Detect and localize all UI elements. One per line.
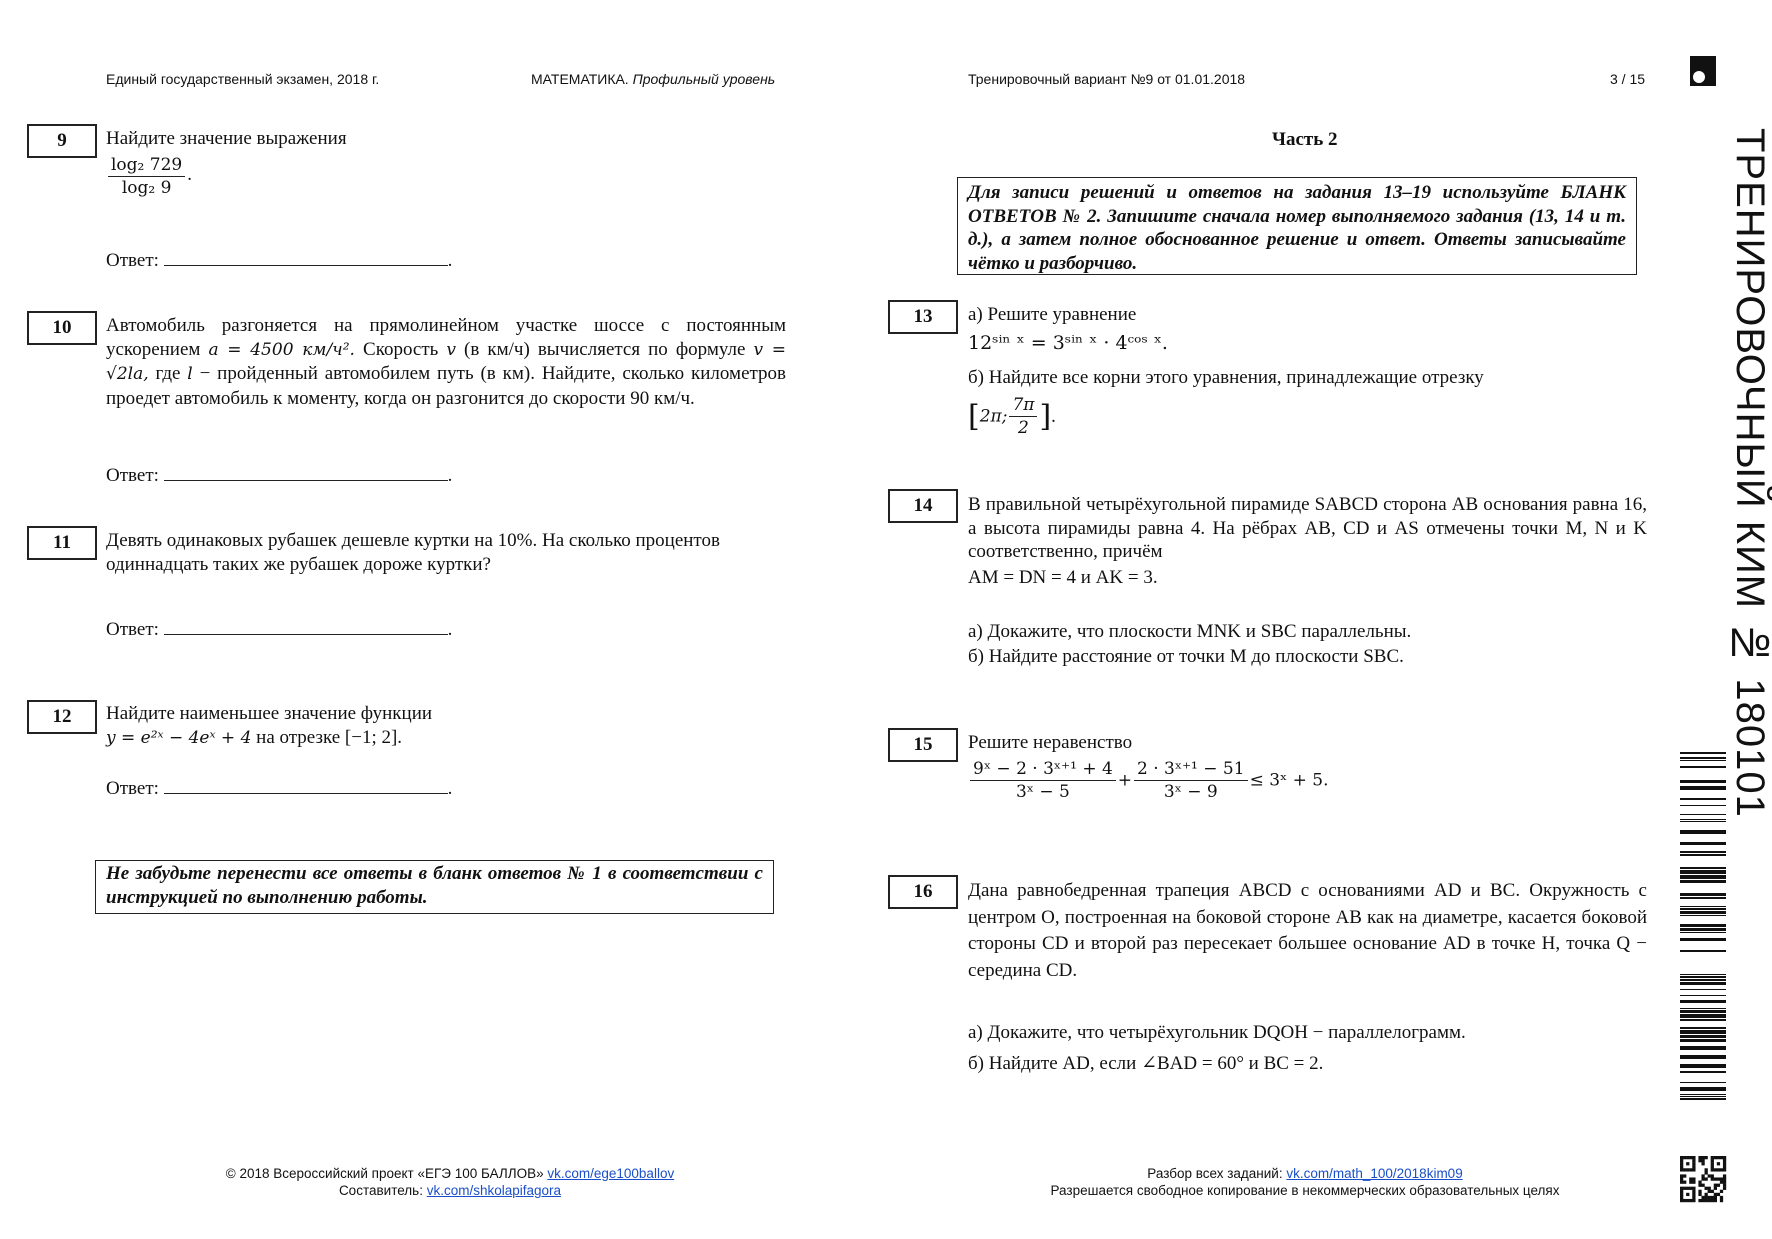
task-13-segment-denominator: 2 — [1018, 418, 1029, 438]
reminder-text: Не забудьте перенести все ответы в бланк ответов № 1 в соответствии с инструкцией по выполнению работы. — [106, 863, 763, 908]
footer-analysis-label: Разбор всех заданий: — [1147, 1166, 1283, 1181]
answer-label: Ответ: — [106, 778, 159, 799]
reminder-box — [95, 860, 774, 914]
task-10-text — [106, 314, 786, 410]
task-14-part-b: б) Найдите расстояние от точки M до плоскости SBC. — [968, 646, 1404, 667]
task-15-numerator-1: 9ˣ − 2 · 3ˣ⁺¹ + 4 — [970, 758, 1116, 781]
task-13-segment-numerator: 7π — [1009, 394, 1037, 417]
footer-right-line-1 — [990, 1166, 1620, 1181]
task-10-part1: Автомобиль разгоняется на прямолинейном участке шоссе с постоянным ускорением — [106, 315, 786, 360]
task-14-text: В правильной четырёхугольной пирамиде SABCD сторона AB основания равна 16, а высота пирамиды равна 4. На рёбрах AB, CD и AS отмечены точки M, N и K соответственно, причём — [968, 494, 1647, 562]
task-11-text: Девять одинаковых рубашек дешевле куртки на 10%. На сколько процентов одиннадцать таких же рубашек дороже куртки? — [106, 530, 720, 575]
task-number-14: 14 — [888, 489, 958, 523]
task-10-answer: Ответ: . — [106, 462, 452, 487]
corner-marker-icon — [1690, 56, 1716, 86]
task-11-answer: Ответ: . — [106, 616, 452, 641]
task-9-fraction: $\frac{\text{log₂ 729}}{\text{log₂ 9}}$ . — [106, 154, 192, 199]
task-15-numerator-2: 2 · 3ˣ⁺¹ − 51 — [1134, 758, 1248, 781]
task-9-numerator: log₂ 729 — [108, 154, 185, 177]
task-11-answer-field[interactable] — [164, 616, 448, 635]
task-16-part-a: а) Докажите, что четырёхугольник DQOH − параллелограмм. — [968, 1022, 1466, 1043]
part-2-instructions: Для записи решений и ответов на задания 13–19 используйте БЛАНК ОТВЕТОВ № 2. Запишите сначала номер выполняемого задания (13, 14 и т. д.), а затем полное обоснованное решение и ответ. Ответы записывайте чётко и разборчиво. — [968, 182, 1626, 274]
task-10-part3: (в км/ч) вычисляется по формуле — [464, 338, 746, 360]
task-15-text: Решите неравенство — [968, 732, 1133, 753]
task-number-15: 15 — [888, 728, 958, 762]
task-15-inequality: $\frac{\text{9ˣ − 2 · 3ˣ⁺¹ + 4}}{\text{3ˣ − 5}}$ + $\frac{\text{2 · 3ˣ⁺¹ − 51}}{\text{3ˣ − 9}}$ ≤ 3ˣ + 5. — [968, 758, 1329, 803]
task-13-equation: 12ˢⁱⁿ ˣ = 3ˢⁱⁿ ˣ · 4ᶜᵒˢ ˣ. — [968, 332, 1168, 354]
task-10-formula: v = √2la, — [106, 339, 787, 384]
answer-label: Ответ: — [106, 465, 159, 486]
task-12-text: Найдите наименьшее значение функции — [106, 703, 433, 724]
task-number-9: 9 — [27, 124, 97, 158]
footer-author-link[interactable]: vk.com/shkolapifagora — [426, 1183, 562, 1198]
task-number-11: 11 — [27, 526, 97, 560]
task-12-formula-line — [106, 726, 402, 751]
task-14-condition: AM = DN = 4 и AK = 3. — [968, 567, 1158, 588]
header-variant: Тренировочный вариант №9 от 01.01.2018 — [968, 71, 1246, 87]
footer-license: Разрешается свободное копирование в некоммерческих образовательных целях — [1050, 1183, 1560, 1198]
task-15-denominator-2: 3ˣ − 9 — [1163, 782, 1218, 802]
task-10-answer-field[interactable] — [164, 462, 448, 481]
barcode-icon — [1680, 752, 1726, 1100]
task-9-denominator: log₂ 9 — [121, 178, 172, 198]
side-label: ТРЕНИРОВОЧНЫЙ КИМ № 180101 — [1728, 128, 1772, 818]
task-13-part-b: б) Найдите все корни этого уравнения, принадлежащие отрезку — [968, 367, 1484, 388]
header-center — [531, 71, 775, 87]
task-10-acceleration: a = 4500 км/ч². — [208, 339, 355, 360]
task-15-denominator-1: 3ˣ − 5 — [1015, 782, 1070, 802]
footer-left-line-2 — [150, 1183, 750, 1198]
task-number-12: 12 — [27, 700, 97, 734]
task-number-13: 13 — [888, 300, 958, 334]
answer-label: Ответ: — [106, 619, 159, 640]
part-2-instructions-box — [957, 177, 1637, 275]
task-13-segment: [2π; $\frac{7\pi}{2}$ ]. — [968, 395, 1056, 438]
header-level: Профильный уровень — [632, 71, 776, 87]
task-16-part-b: б) Найдите AD, если ∠BAD = 60° и BC = 2. — [968, 1053, 1324, 1074]
task-number-16: 16 — [888, 875, 958, 909]
task-13-segment-left: 2π; — [979, 406, 1008, 427]
footer-left-line-1 — [150, 1166, 750, 1181]
header-page-number: 3 / 15 — [1610, 71, 1646, 87]
task-12-formula: y = e²ˣ − 4eˣ + 4 — [106, 728, 252, 748]
task-12-answer: Ответ: . — [106, 775, 452, 800]
task-12-interval: на отрезке [−1; 2]. — [256, 727, 403, 748]
task-9-answer: Ответ: . — [106, 247, 452, 272]
footer-author-label: Составитель: — [338, 1183, 423, 1198]
header-subject: МАТЕМАТИКА. — [531, 71, 629, 87]
footer-analysis-link[interactable]: vk.com/math_100/2018kim09 — [1286, 1166, 1463, 1181]
footer-project-link[interactable]: vk.com/ege100ballov — [547, 1166, 675, 1181]
task-9-answer-field[interactable] — [164, 247, 448, 266]
part-2-title: Часть 2 — [1272, 129, 1338, 150]
task-16-text: Дана равнобедренная трапеция ABCD с основаниями AD и BC. Окружность с центром O, построенная на боковой стороне AB как на диаметре, касается боковой стороны CD и второй раз пересекает большее основание AD в точке H, точка Q − середина CD. — [968, 880, 1647, 981]
task-12-answer-field[interactable] — [164, 775, 448, 794]
task-15-rhs: ≤ 3ˣ + 5. — [1249, 770, 1329, 791]
task-number-10: 10 — [27, 311, 97, 345]
task-10-l: l — [187, 364, 193, 384]
task-14-part-a: а) Докажите, что плоскости MNK и SBC параллельны. — [968, 621, 1412, 642]
footer-copyright: © 2018 Всероссийский проект «ЕГЭ 100 БАЛЛОВ» — [225, 1166, 544, 1181]
task-9-text: Найдите значение выражения — [106, 128, 347, 149]
task-10-part2: Скорость — [363, 338, 439, 360]
task-10-part4: где — [155, 363, 181, 384]
header-left: Единый государственный экзамен, 2018 г. — [106, 71, 380, 87]
task-10-v: v — [446, 339, 456, 360]
task-13-part-a: а) Решите уравнение — [968, 304, 1137, 325]
task-10-part5: − пройденный автомобилем путь (в км). Найдите, сколько километров проедет автомобиль к моменту, когда он разгонится до скорости 90 км/ч. — [106, 363, 787, 409]
answer-label: Ответ: — [106, 250, 159, 271]
qr-code-icon — [1680, 1156, 1726, 1202]
